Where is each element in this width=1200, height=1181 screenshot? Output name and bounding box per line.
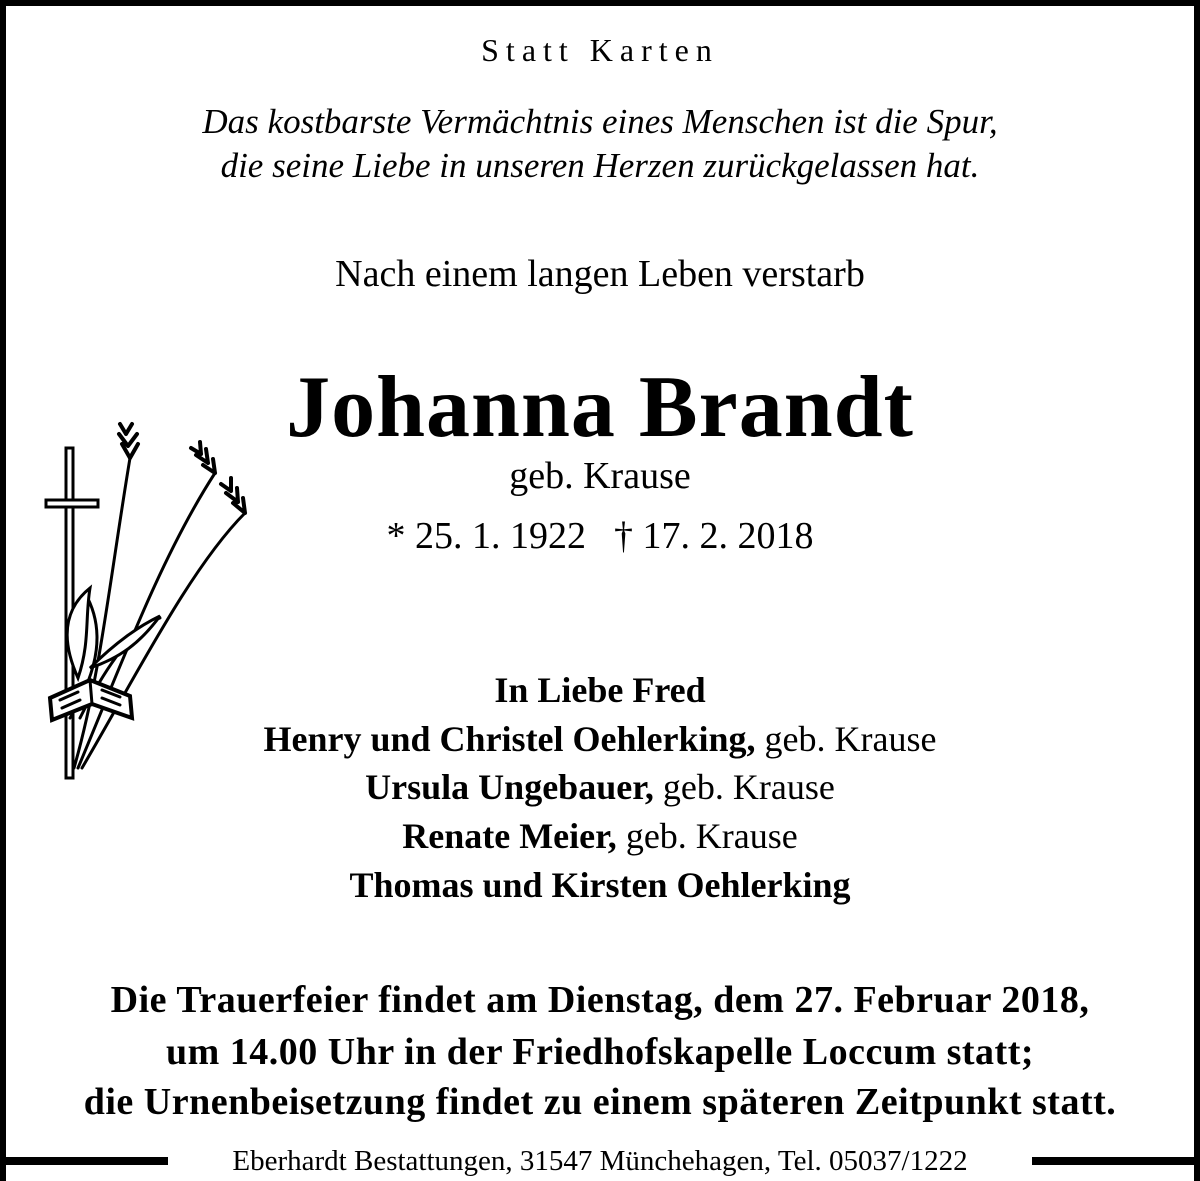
service-line-1: Die Trauerfeier findet am Dienstag, dem 27. Februar 2018, <box>110 979 1090 1021</box>
quote-line-1: Das kostbarste Vermächtnis eines Menschen ist die Spur, <box>202 102 998 141</box>
mourner-3 <box>0 766 1200 808</box>
funeral-home-footer: Eberhardt Bestattungen, 31547 Münchehagen, Tel. 05037/1222 <box>232 1145 968 1177</box>
mourner-suffix: geb. Krause <box>653 767 835 807</box>
mourner-name: In Liebe Fred <box>494 670 706 710</box>
mourner-4 <box>0 815 1200 857</box>
service-line-3: die Urnenbeisetzung findet zu einem späteren Zeitpunkt statt. <box>83 1081 1117 1123</box>
deceased-name: Johanna Brandt <box>286 359 914 456</box>
mourner-suffix: geb. Krause <box>616 816 798 856</box>
mourner-name: Ursula Ungebauer, <box>365 767 654 807</box>
mourner-name: Henry und Christel Oehlerking, <box>263 719 756 759</box>
deceased-maiden-name: geb. Krause <box>509 455 691 497</box>
mourner-2 <box>0 718 1200 760</box>
mourner-name: Renate Meier, <box>402 816 617 856</box>
mourner-1 <box>0 669 1200 711</box>
death-date: † 17. 2. 2018 <box>614 515 814 557</box>
birth-date: * 25. 1. 1922 <box>386 515 586 557</box>
service-line-2: um 14.00 Uhr in der Friedhofskapelle Loccum statt; <box>165 1031 1034 1073</box>
quote-line-2: die seine Liebe in unseren Herzen zurückgelassen hat. <box>220 146 980 185</box>
header-title: Statt Karten <box>481 32 719 68</box>
mourner-5 <box>0 864 1200 906</box>
mourner-name: Thomas und Kirsten Oehlerking <box>349 865 851 905</box>
intro-text: Nach einem langen Leben verstarb <box>335 253 865 295</box>
mourner-suffix: geb. Krause <box>755 719 937 759</box>
